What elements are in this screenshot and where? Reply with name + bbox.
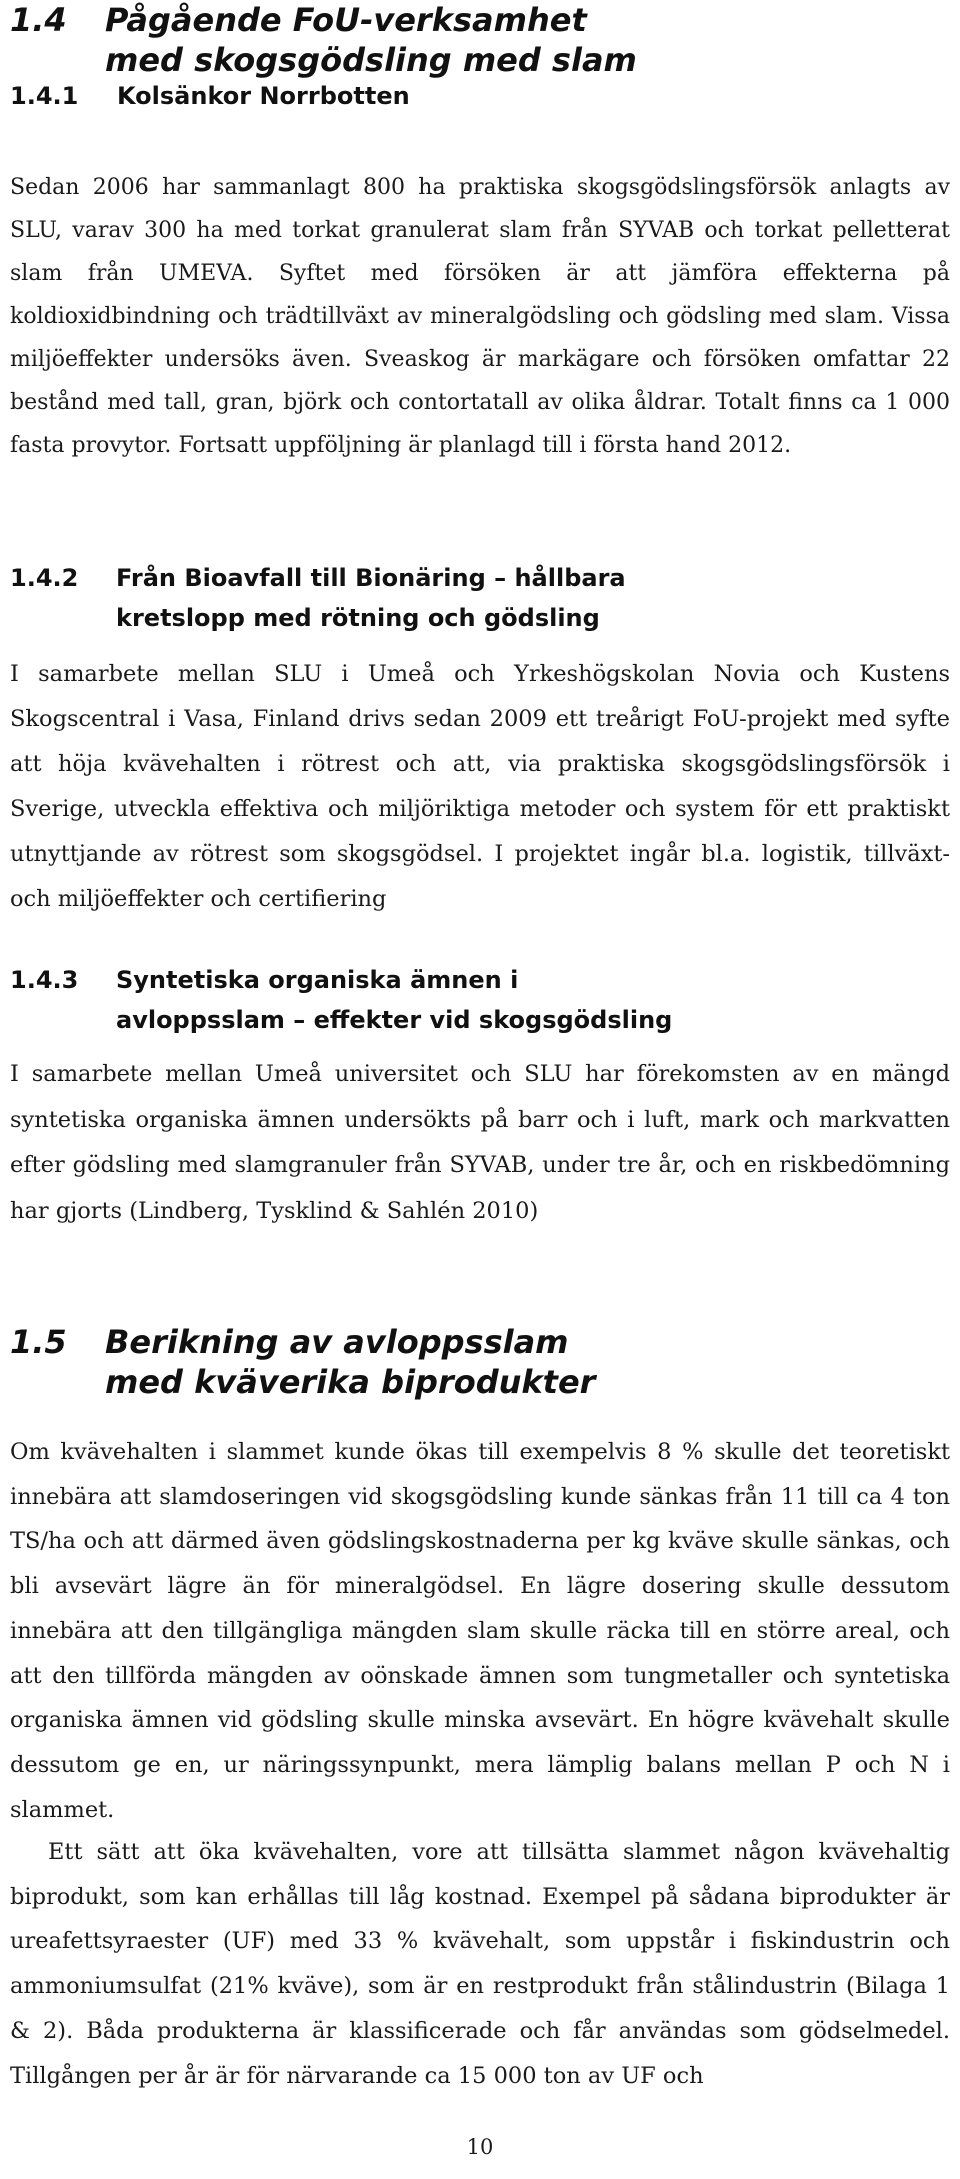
- subsection-title: Kolsänkor Norrbotten: [117, 82, 410, 110]
- body-paragraph: Ett sätt att öka kvävehalten, vore att tillsätta slammet någon kvävehaltig biprodukt, som kan erhållas till låg kostnad. Exempel på sådana biprodukter är ureafettsyraester (UF) med 33 % kvävehalt, som uppstår i fiskindustrin och ammoniumsulfat (21% kväve), som är en restprodukt från stålindustrin (Bilaga 1 & 2). Båda produkterna är klassificerade och får användas som gödselmedel. Tillgången per år är för närvarande ca 15 000 ton av UF och: [10, 1839, 950, 2089]
- subsection-number: 1.4.2: [10, 564, 79, 592]
- body-paragraph: I samarbete mellan SLU i Umeå och Yrkeshögskolan Novia och Kustens Skogscentral i Vasa, Finland drivs sedan 2009 ett treårigt FoU-projekt med syfte att höja kvävehalten i rötrest och att, via praktiska skogsgödslingsförsök i Sverige, utveckla effektiva och miljöriktiga metoder och system för ett praktiskt utnyttjande av rötrest som skogsgödsel. I projektet ingår bl.a. logistik, tillväxt- och miljöeffekter och certifiering: [10, 661, 950, 912]
- body-paragraph: Sedan 2006 har sammanlagt 800 ha praktiska skogsgödslingsförsök anlagts av SLU, varav 300 ha med torkat granulerat slam från SYVAB och torkat pelletterat slam från UMEVA. Syftet med försöken är att jämföra effekterna på koldioxidbindning och trädtillväxt av mineralgödsling och gödsling med slam. Vissa miljöeffekter undersöks även. Sveaskog är markägare och försöken omfattar 22 bestånd med tall, gran, björk och contortatall av olika åldrar. Totalt finns ca 1 000 fasta provytor. Fortsatt uppföljning är planlagd till i första hand 2012.: [10, 175, 950, 458]
- body-paragraph: I samarbete mellan Umeå universitet och SLU har förekomsten av en mängd syntetiska organiska ämnen undersökts på barr och i luft, mark och markvatten efter gödsling med slamgranuler från SYVAB, under tre år, och en riskbedömning har gjorts (Lindberg, Tysklind & Sahlén 2010): [10, 1061, 950, 1224]
- section-number: 1.5: [10, 1323, 67, 1361]
- section-title: Berikning av avloppsslam med kväverika biprodukter: [105, 1323, 596, 1401]
- section-title: Pågående FoU-verksamhet med skogsgödsling med slam: [105, 1, 637, 79]
- body-paragraph: Om kvävehalten i slammet kunde ökas till exempelvis 8 % skulle det teoretiskt innebära att slamdoseringen vid skogsgödsling kunde sänkas från 11 till ca 4 ton TS/ha och att därmed även gödslingskostnaderna per kg kväve skulle sänkas, och bli avsevärt lägre än för mineralgödsel. En lägre dosering skulle dessutom innebära att den tillgängliga mängden slam skulle räcka till en större areal, och att den tillförda mängden av oönskade ämnen som tungmetaller och syntetiska organiska ämnen vid gödsling skulle minska avsevärt. En högre kvävehalt skulle dessutom ge en, ur näringssynpunkt, mera lämplig balans mellan P och N i slammet.: [10, 1439, 950, 1823]
- subsection-title: Från Bioavfall till Bionäring – hållbara kretslopp med rötning och gödsling: [116, 564, 626, 632]
- subsection-number: 1.4.3: [10, 966, 79, 994]
- section-number: 1.4: [10, 1, 67, 39]
- subsection-title: Syntetiska organiska ämnen i avloppsslam – effekter vid skogsgödsling: [116, 966, 673, 1034]
- subsection-number: 1.4.1: [10, 82, 79, 110]
- page-number: 10: [466, 2135, 494, 2159]
